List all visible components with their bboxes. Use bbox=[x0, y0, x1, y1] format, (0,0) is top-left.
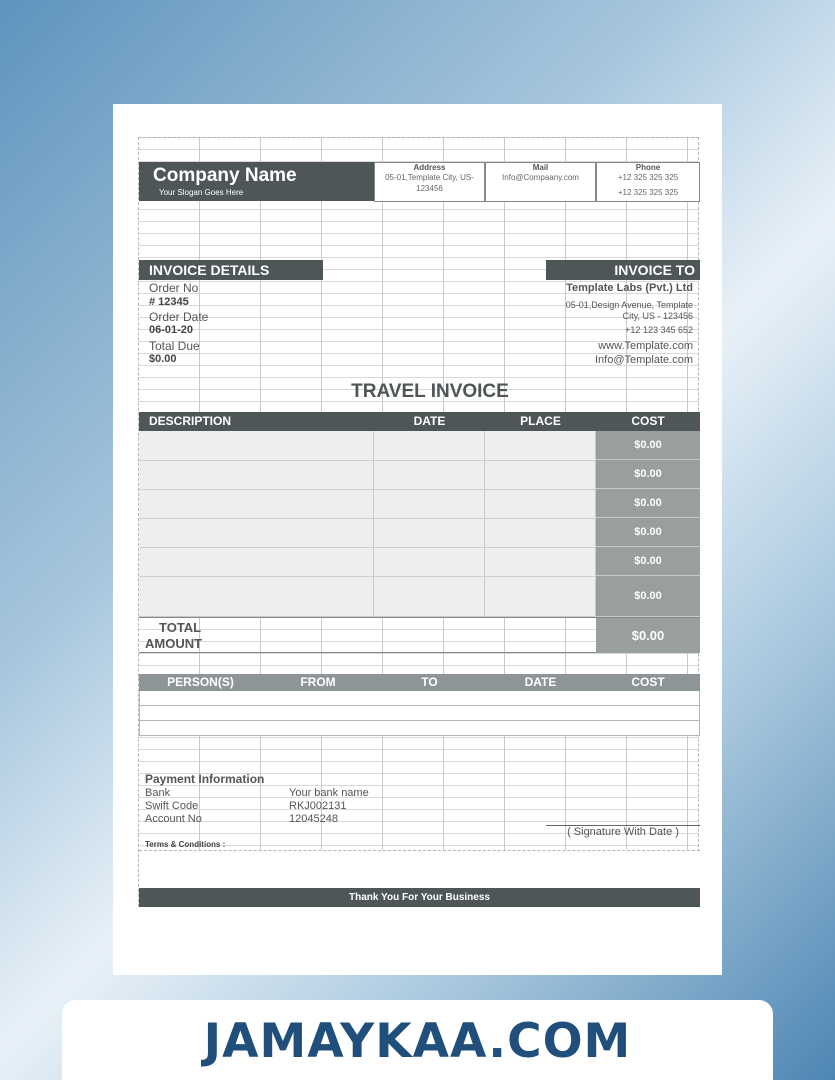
terms-label: Terms & Conditions : bbox=[145, 840, 226, 849]
main-table-body bbox=[139, 431, 700, 617]
col-date: DATE bbox=[413, 414, 446, 428]
mail-block bbox=[485, 162, 596, 202]
invoice-to-address-1: 05-01,Design Avenue, Template bbox=[565, 300, 693, 310]
terms-area bbox=[139, 850, 700, 888]
document-title: TRAVEL INVOICE bbox=[351, 381, 509, 402]
col-place: PLACE bbox=[520, 414, 561, 428]
row-divider bbox=[139, 460, 596, 461]
main-table-header bbox=[139, 412, 700, 431]
col-to: TO bbox=[421, 675, 438, 689]
cost-cell: $0.00 bbox=[596, 460, 700, 489]
travel-row bbox=[139, 721, 700, 736]
amount-label: AMOUNT bbox=[145, 636, 203, 651]
total-due-value: $0.00 bbox=[149, 353, 177, 365]
bank-label: Bank bbox=[145, 787, 171, 799]
col-from: FROM bbox=[300, 675, 336, 689]
col-description: DESCRIPTION bbox=[149, 414, 232, 428]
order-no-value: # 12345 bbox=[149, 296, 189, 308]
invoice-to-address-2: City, US - 123456 bbox=[622, 311, 693, 321]
cost-cell: $0.00 bbox=[596, 518, 700, 547]
invoice-sheet bbox=[138, 137, 699, 907]
col-cost: COST bbox=[631, 414, 665, 428]
travel-row bbox=[139, 691, 700, 706]
invoice-paper bbox=[113, 104, 722, 975]
swift-label: Swift Code bbox=[145, 800, 199, 812]
cost-cell: $0.00 bbox=[596, 489, 700, 518]
company-header bbox=[139, 162, 374, 201]
swift-value: RKJ002131 bbox=[289, 800, 347, 812]
footer-bar: Thank You For Your Business bbox=[139, 888, 700, 907]
row-divider bbox=[139, 547, 596, 548]
mail-label: Mail bbox=[532, 163, 549, 172]
place-column bbox=[485, 431, 596, 617]
invoice-to-web: www.Template.com bbox=[598, 340, 693, 352]
invoice-to-title: INVOICE TO bbox=[546, 260, 700, 280]
company-slogan: Your Slogan Goes Here bbox=[159, 188, 244, 197]
col-persons: PERSON(S) bbox=[167, 675, 234, 689]
col-travel-cost: COST bbox=[631, 675, 665, 689]
mail-value: Info@Compaany.com bbox=[502, 173, 579, 182]
row-divider bbox=[139, 489, 596, 490]
invoice-details-title: INVOICE DETAILS bbox=[139, 260, 323, 280]
company-name: Company Name bbox=[153, 165, 297, 186]
total-label: TOTAL bbox=[159, 620, 202, 635]
order-no-label: Order No bbox=[149, 281, 199, 295]
row-divider bbox=[139, 576, 596, 577]
cost-cell: $0.00 bbox=[596, 547, 700, 576]
address-value: 05-01,Template City, US-123456 bbox=[385, 173, 474, 193]
address-label: Address bbox=[413, 163, 446, 172]
total-amount-value: $0.00 bbox=[596, 618, 700, 653]
payment-title: Payment Information bbox=[145, 772, 265, 786]
site-logo-text: JAMAYKAA.COM bbox=[203, 1014, 632, 1069]
total-row bbox=[139, 617, 700, 653]
phone-value-2: +12 325 325 325 bbox=[617, 188, 679, 197]
description-column bbox=[139, 431, 374, 617]
site-banner bbox=[62, 1000, 773, 1080]
date-column bbox=[374, 431, 485, 617]
row-divider bbox=[139, 518, 596, 519]
invoice-to-phone: +12 123 345 652 bbox=[625, 325, 693, 335]
total-due-label: Total Due bbox=[149, 339, 200, 353]
invoice-to-company: Template Labs (Pvt.) Ltd bbox=[566, 282, 693, 294]
order-date-label: Order Date bbox=[149, 310, 209, 324]
account-value: 12045248 bbox=[289, 813, 338, 825]
travel-table-header bbox=[139, 674, 700, 691]
travel-row bbox=[139, 706, 700, 721]
col-travel-date: DATE bbox=[524, 675, 557, 689]
bank-value: Your bank name bbox=[289, 787, 369, 799]
cost-cell: $0.00 bbox=[596, 431, 700, 460]
account-label: Account No bbox=[145, 813, 202, 825]
phone-label: Phone bbox=[635, 163, 661, 172]
invoice-to-email: Info@Template.com bbox=[595, 354, 693, 366]
address-block bbox=[374, 162, 485, 202]
phone-block bbox=[596, 162, 700, 202]
order-date-value: 06-01-20 bbox=[149, 324, 194, 336]
cost-cell: $0.00 bbox=[596, 576, 700, 617]
signature-label: ( Signature With Date ) bbox=[567, 826, 679, 838]
phone-value-1: +12 325 325 325 bbox=[617, 173, 679, 182]
